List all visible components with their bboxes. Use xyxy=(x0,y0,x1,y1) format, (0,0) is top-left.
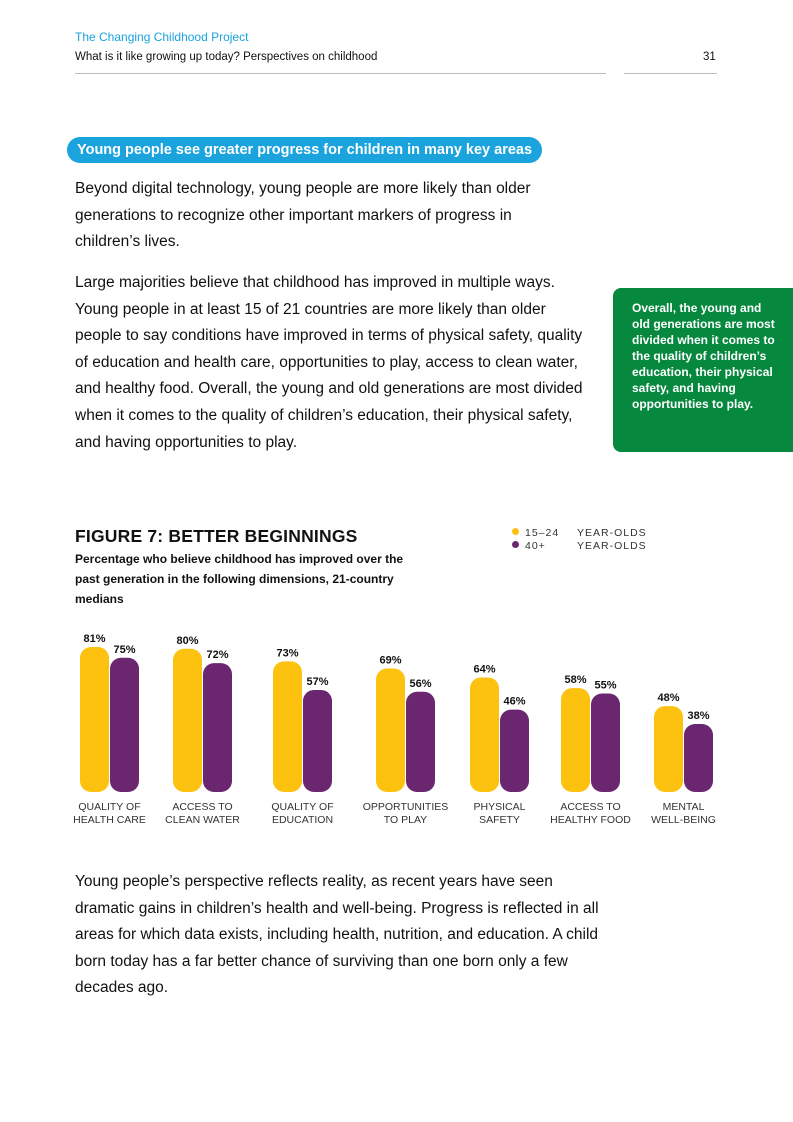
bar-quality-of-health-care-young xyxy=(80,647,109,792)
legend-suffix-old: YEAR-OLDS xyxy=(577,540,647,552)
value-label-quality-of-education-old: 57% xyxy=(306,675,329,688)
value-label-physical-safety-young: 64% xyxy=(473,663,496,676)
value-label-quality-of-health-care-young: 81% xyxy=(83,633,106,646)
bar-quality-of-education-old xyxy=(303,690,332,792)
category-label-mental-well-being-line1: MENTAL xyxy=(662,801,705,813)
bar-physical-safety-old xyxy=(500,710,529,792)
section-heading-pill: Young people see greater progress for children in many key areas xyxy=(67,137,542,163)
bar-physical-safety-young xyxy=(470,677,499,792)
category-label-quality-of-health-care-line1: QUALITY OF xyxy=(78,801,141,813)
value-label-access-to-healthy-food-young: 58% xyxy=(564,674,587,687)
chart-legend xyxy=(512,527,647,553)
legend-dot-young xyxy=(512,528,519,535)
value-label-quality-of-health-care-old: 75% xyxy=(113,643,136,656)
value-label-mental-well-being-old: 38% xyxy=(687,709,710,722)
intro-paragraph: Beyond digital technology, young people are more likely than older generations to recognize other important markers of progress in children’s lives. xyxy=(75,180,531,251)
findings-paragraph: Large majorities believe that childhood has improved in multiple ways. Young people in at least 15 of 21 countries are more likely than older people to say conditions have improved in terms of physical safety, quality of education and health care, opportunities to play, access to clean water, and healthy food. Overall, the young and old generations are most divided when it comes to the quality of children’s education, their physical safety, and having opportunities to play. xyxy=(75,274,583,451)
closing-paragraph: Young people’s perspective reflects reality, as recent years have seen dramatic gains in children’s health and well-being. Progress is reflected in all areas for which data exists, including health, nutrition, and education. A child born today has a far better chance of surviving than one born only a few decades ago. xyxy=(75,873,599,997)
bar-quality-of-health-care-old xyxy=(110,658,139,792)
figure-title: FIGURE 7: BETTER BEGINNINGS xyxy=(75,526,358,546)
category-label-access-to-healthy-food-line1: ACCESS TO xyxy=(560,801,621,813)
value-label-mental-well-being-young: 48% xyxy=(657,692,680,705)
category-label-opportunities-to-play-line1: OPPORTUNITIES xyxy=(362,801,449,813)
legend-series-name-old: 40+ xyxy=(525,540,546,552)
value-label-access-to-clean-water-young: 80% xyxy=(176,634,199,647)
value-label-physical-safety-old: 46% xyxy=(503,695,526,708)
bar-access-to-healthy-food-young xyxy=(561,688,590,792)
value-label-access-to-healthy-food-old: 55% xyxy=(594,679,617,692)
category-label-quality-of-education-line1: QUALITY OF xyxy=(271,801,334,813)
category-label-quality-of-health-care-line2: HEALTH CARE xyxy=(73,814,146,826)
bar-opportunities-to-play-young xyxy=(376,668,405,792)
legend-item-old xyxy=(512,540,647,553)
legend-dot-old xyxy=(512,541,519,548)
header-rule xyxy=(75,73,606,74)
header-document-title: What is it like growing up today? Perspectives on childhood xyxy=(75,51,378,63)
value-label-access-to-clean-water-old: 72% xyxy=(206,649,229,662)
bar-access-to-clean-water-old xyxy=(203,663,232,792)
category-label-physical-safety-line2: SAFETY xyxy=(479,814,520,826)
header-project-name: The Changing Childhood Project xyxy=(75,30,249,44)
legend-item-young xyxy=(512,527,647,540)
category-label-opportunities-to-play-line2: TO PLAY xyxy=(383,814,428,826)
bar-mental-well-being-young xyxy=(654,706,683,792)
category-label-access-to-healthy-food-line2: HEALTHY FOOD xyxy=(550,814,631,826)
category-label-quality-of-education-line2: EDUCATION xyxy=(271,814,334,826)
value-label-opportunities-to-play-young: 69% xyxy=(379,654,402,667)
legend-suffix-young: YEAR-OLDS xyxy=(577,527,647,539)
figure-subtitle: Percentage who believe childhood has improved over the past generation in the following dimensions, 21-country medians xyxy=(75,552,404,606)
value-label-quality-of-education-young: 73% xyxy=(276,647,299,660)
page-number: 31 xyxy=(703,51,716,63)
category-label-access-to-clean-water-line2: CLEAN WATER xyxy=(165,814,240,826)
bar-access-to-clean-water-young xyxy=(173,649,202,792)
bar-quality-of-education-young xyxy=(273,661,302,792)
header-rule-short xyxy=(624,73,717,74)
value-label-opportunities-to-play-old: 56% xyxy=(409,677,432,690)
bar-mental-well-being-old xyxy=(684,724,713,792)
category-label-access-to-clean-water-line1: ACCESS TO xyxy=(172,801,233,813)
category-label-physical-safety-line1: PHYSICAL xyxy=(473,801,526,813)
legend-series-name-young: 15–24 xyxy=(525,527,560,539)
bar-access-to-healthy-food-old xyxy=(591,694,620,792)
callout-box: Overall, the young and old generations are most divided when it comes to the quality of children’s education, their physical safety, and having opportunities to play. xyxy=(613,288,793,452)
bar-chart xyxy=(0,620,793,840)
category-label-mental-well-being-line2: WELL-BEING xyxy=(651,814,716,826)
bar-opportunities-to-play-old xyxy=(406,692,435,792)
